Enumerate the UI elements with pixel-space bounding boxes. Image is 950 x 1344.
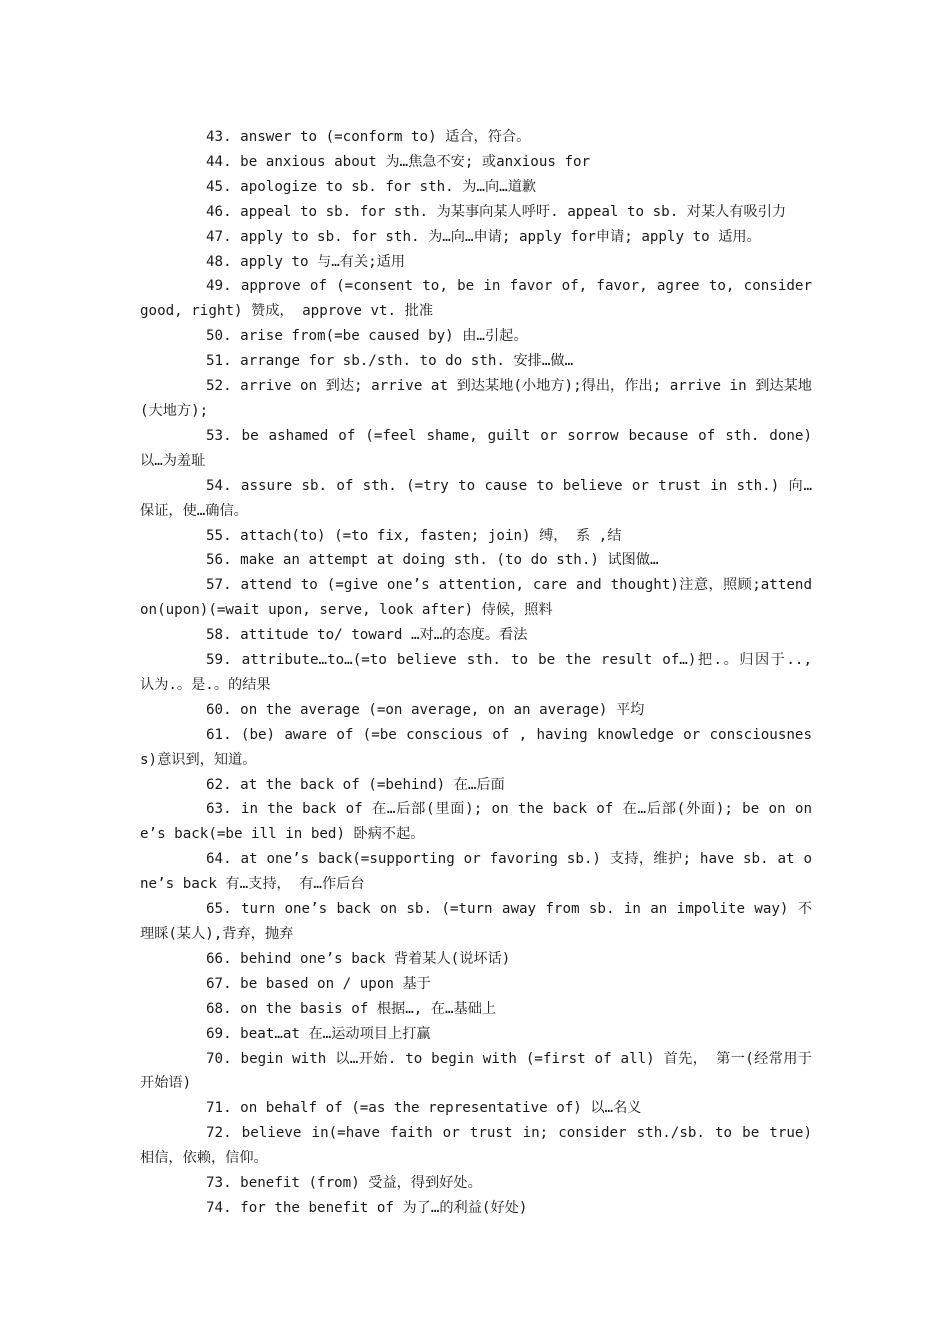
entry-60: 60. on the average (=on average, on an average) 平均	[206, 701, 645, 718]
entry-54: 54. assure sb. of sth. (=try to cause to believe or trust in sth.) 向…保证，使…确信。	[140, 477, 812, 519]
entry-45: 45. apologize to sb. for sth. 为…向…道歉	[206, 178, 537, 195]
entry-53: 53. be ashamed of (=feel shame, guilt or sorrow because of sth. done) 以…为羞耻	[140, 427, 812, 469]
entry-51: 51. arrange for sb./sth. to do sth. 安排…做…	[206, 353, 574, 370]
entry-61: 61. (be) aware of (=be conscious of , having knowledge or consciousness)意识到，知道。	[140, 726, 812, 768]
entry-67: 67. be based on / upon 基于	[206, 975, 431, 992]
entry-62: 62. at the back of (=behind) 在…后面	[206, 776, 505, 793]
entry-65: 65. turn one’s back on sb. (=turn away from sb. in an impolite way) 不理睬(某人),背弃，抛弃	[140, 901, 812, 942]
entry-74: 74. for the benefit of 为了…的利益(好处)	[206, 1199, 528, 1216]
entry-47: 47. apply to sb. for sth. 为…向…申请; apply for申请; apply to 适用。	[206, 228, 761, 245]
entry-50: 50. arise from(=be caused by) 由…引起。	[206, 328, 528, 345]
entry-73: 73. benefit (from) 受益，得到好处。	[206, 1175, 482, 1192]
document-page	[140, 125, 812, 1221]
entry-63: 63. in the back of 在…后部(里面); on the back of 在…后部(外面); be on one’s back(=be ill in bed) 卧病不起。	[140, 801, 812, 843]
entry-46: 46. appeal to sb. for sth. 为某事向某人呼吁. appeal to sb. 对某人有吸引力	[206, 203, 787, 220]
entry-43: 43. answer to (=conform to) 适合，符合。	[206, 129, 531, 145]
entry-70: 70. begin with 以…开始. to begin with (=first of all) 首先， 第一(经常用于开始语)	[140, 1050, 812, 1092]
entry-58: 58. attitude to/ toward …对…的态度。看法	[206, 627, 528, 644]
entry-49: 49. approve of (=consent to, be in favor of, favor, agree to, consider good, right) 赞成， approve vt. 批准	[140, 278, 812, 320]
entry-56: 56. make an attempt at doing sth. (to do sth.) 试图做…	[206, 552, 659, 569]
entry-59: 59. attribute…to…(=to believe sth. to be the result of…)把.。归因于.., 认为.。是.。的结果	[140, 652, 812, 693]
entry-44: 44. be anxious about 为…焦急不安; 或anxious for	[206, 153, 591, 170]
entry-71: 71. on behalf of (=as the representative of) 以…名义	[206, 1100, 642, 1117]
entry-69: 69. beat…at 在…运动项目上打赢	[206, 1025, 431, 1042]
entry-55: 55. attach(to) (=to fix, fasten; join) 缚， 系 ,结	[206, 527, 622, 544]
entry-64: 64. at one’s back(=supporting or favoring sb.) 支持，维护; have sb. at one’s back 有…支持， 有…作后台	[140, 851, 812, 893]
entry-72: 72. believe in(=have faith or trust in; consider sth./sb. to be true) 相信，依赖，信仰。	[140, 1125, 812, 1167]
entry-48: 48. apply to 与…有关;适用	[206, 253, 406, 270]
entry-66: 66. behind one’s back 背着某人(说坏话)	[206, 950, 511, 967]
entry-52: 52. arrive on 到达; arrive at 到达某地(小地方);得出，作出; arrive in 到达某地(大地方);	[140, 378, 812, 419]
entry-68: 68. on the basis of 根据…, 在…基础上	[206, 1000, 497, 1017]
entry-57: 57. attend to (=give one’s attention, care and thought)注意，照顾;attend on(upon)(=wait upon, serve, look after) 侍候，照料	[140, 577, 812, 619]
